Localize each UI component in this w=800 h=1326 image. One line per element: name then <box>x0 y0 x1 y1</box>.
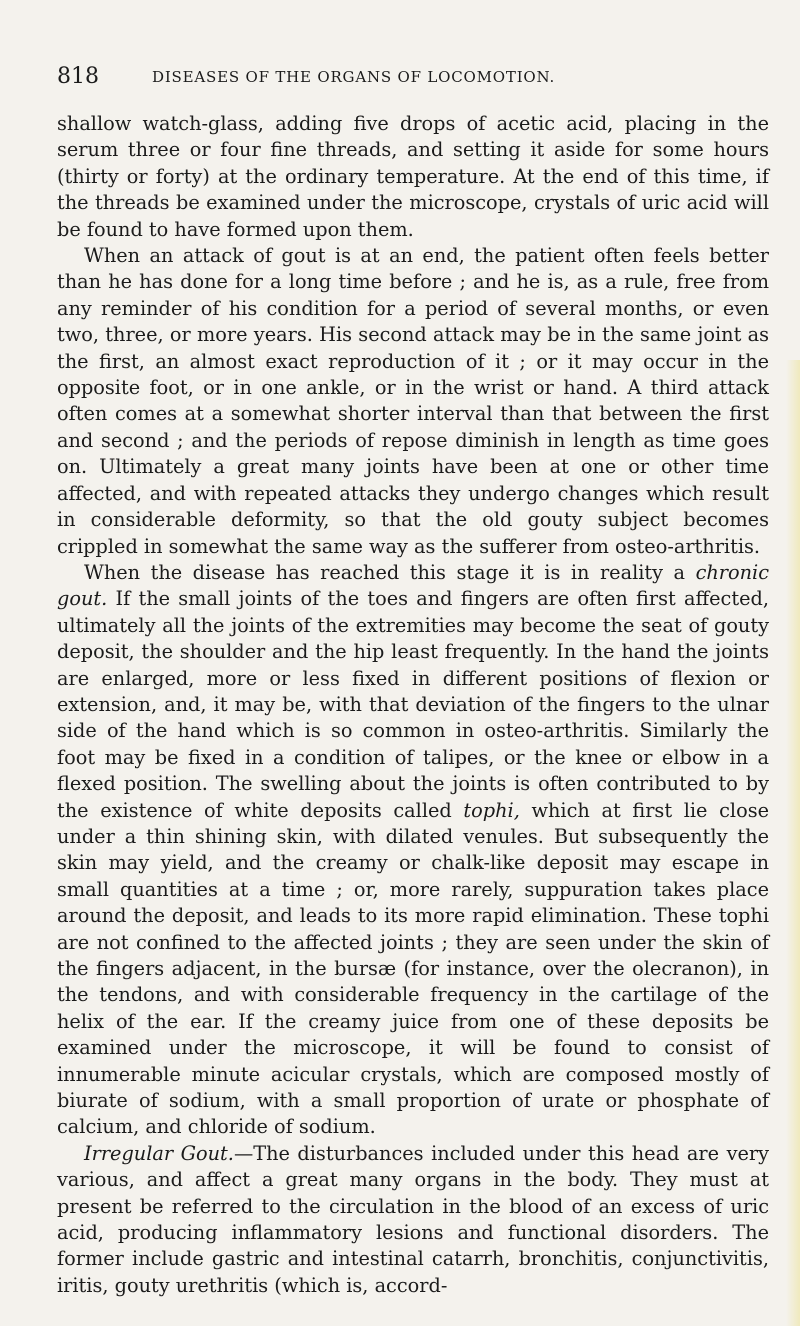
running-header <box>0 62 800 92</box>
paragraph-text: When an attack of gout is at an end, the patient often feels better than he has done for a long time before ; and he is, as a rule, free from any reminder of his condition for a period of several months, or even two, three, or more years. His second attack may be in the same joint as the first, an almost exact reproduction of it ; or it may occur in the opposite foot, or in one ankle, or in the wrist or hand. A third attack often comes at a somewhat shorter interval than that between the first and second ; and the periods of repose diminish in length as time goes on. Ultimately a great many joints have been at one or other time affected, and with repeated attacks they undergo changes which result in considerable deformity, so that the old gouty subject becomes crippled in somewhat the same way as the sufferer from osteo-arthritis. <box>57 244 769 558</box>
body-text <box>57 111 769 1299</box>
paragraph-text-end: which at first lie close under a thin shining skin, with dilated venules. But subsequently the skin may yield, and the creamy or chalk-like deposit may escape in small quantities at a time ; or, more rarely, suppuration takes place around the deposit, and leads to its more rapid elimination. These tophi are not confined to the affected joints ; they are seen under the skin of the fingers adjacent, in the bursæ (for instance, over the olecranon), in the tendons, and with considerable frequency in the cartilage of the helix of the ear. If the creamy juice from one of these deposits be examined under the microscope, it will be found to consist of innumerable minute acicular crystals, which are composed mostly of biurate of sodium, with a small proportion of urate or phosphate of calcium, and chloride of sodium. <box>57 798 770 1139</box>
paragraph-text: —The disturbances included under this head are very various, and affect a great many organs in the body. They must at present be referred to the circulation in the blood of an excess of uric acid, producing inflammatory lesions and functional disorders. The former include gastric and intestinal catarrh, bronchitis, conjunctivitis, iritis, gouty urethritis (which is, accord- <box>57 1141 769 1297</box>
paragraph-text: shallow watch-glass, adding five drops of acetic acid, placing in the serum three or four fine threads, and setting it aside for some hours (thirty or forty) at the ordinary temperature. At the end of this time, if the threads be examined under the microscope, crystals of uric acid will be found to have formed upon them. <box>57 112 769 241</box>
italic-term-tophi: tophi, <box>463 798 520 822</box>
paragraph-text-middle: If the small joints of the toes and fingers are often first affected, ultimately all the joints of the extremities may become the seat of gouty deposit, the shoulder and the hip least frequently. In the hand the joints are enlarged, more or less fixed in different positions of flexion or extension, and, it may be, with that deviation of the fingers to the ulnar side of the hand which is so common in osteo-arthritis. Similarly the foot may be fixed in a condition of talipes, or the knee or elbow in a flexed position. The swelling about the joints is often contributed to by the existence of white deposits called <box>57 587 769 822</box>
page-number: 818 <box>57 64 99 89</box>
paragraph-text-start: When the disease has reached this stage it is in reality a <box>84 560 696 584</box>
paragraph-subsequent-attacks <box>57 243 769 560</box>
paragraph-irregular-gout <box>57 1141 769 1299</box>
section-heading-irregular-gout: Irregular Gout. <box>84 1141 234 1165</box>
page-edge-shadow <box>786 360 800 1326</box>
paragraph-chronic-gout <box>57 560 769 1141</box>
paragraph-watch-glass-test <box>57 111 769 243</box>
italic-term-chronic-gout: chronic gout. <box>57 560 769 611</box>
running-title: DISEASES OF THE ORGANS OF LOCOMOTION. <box>152 68 556 86</box>
